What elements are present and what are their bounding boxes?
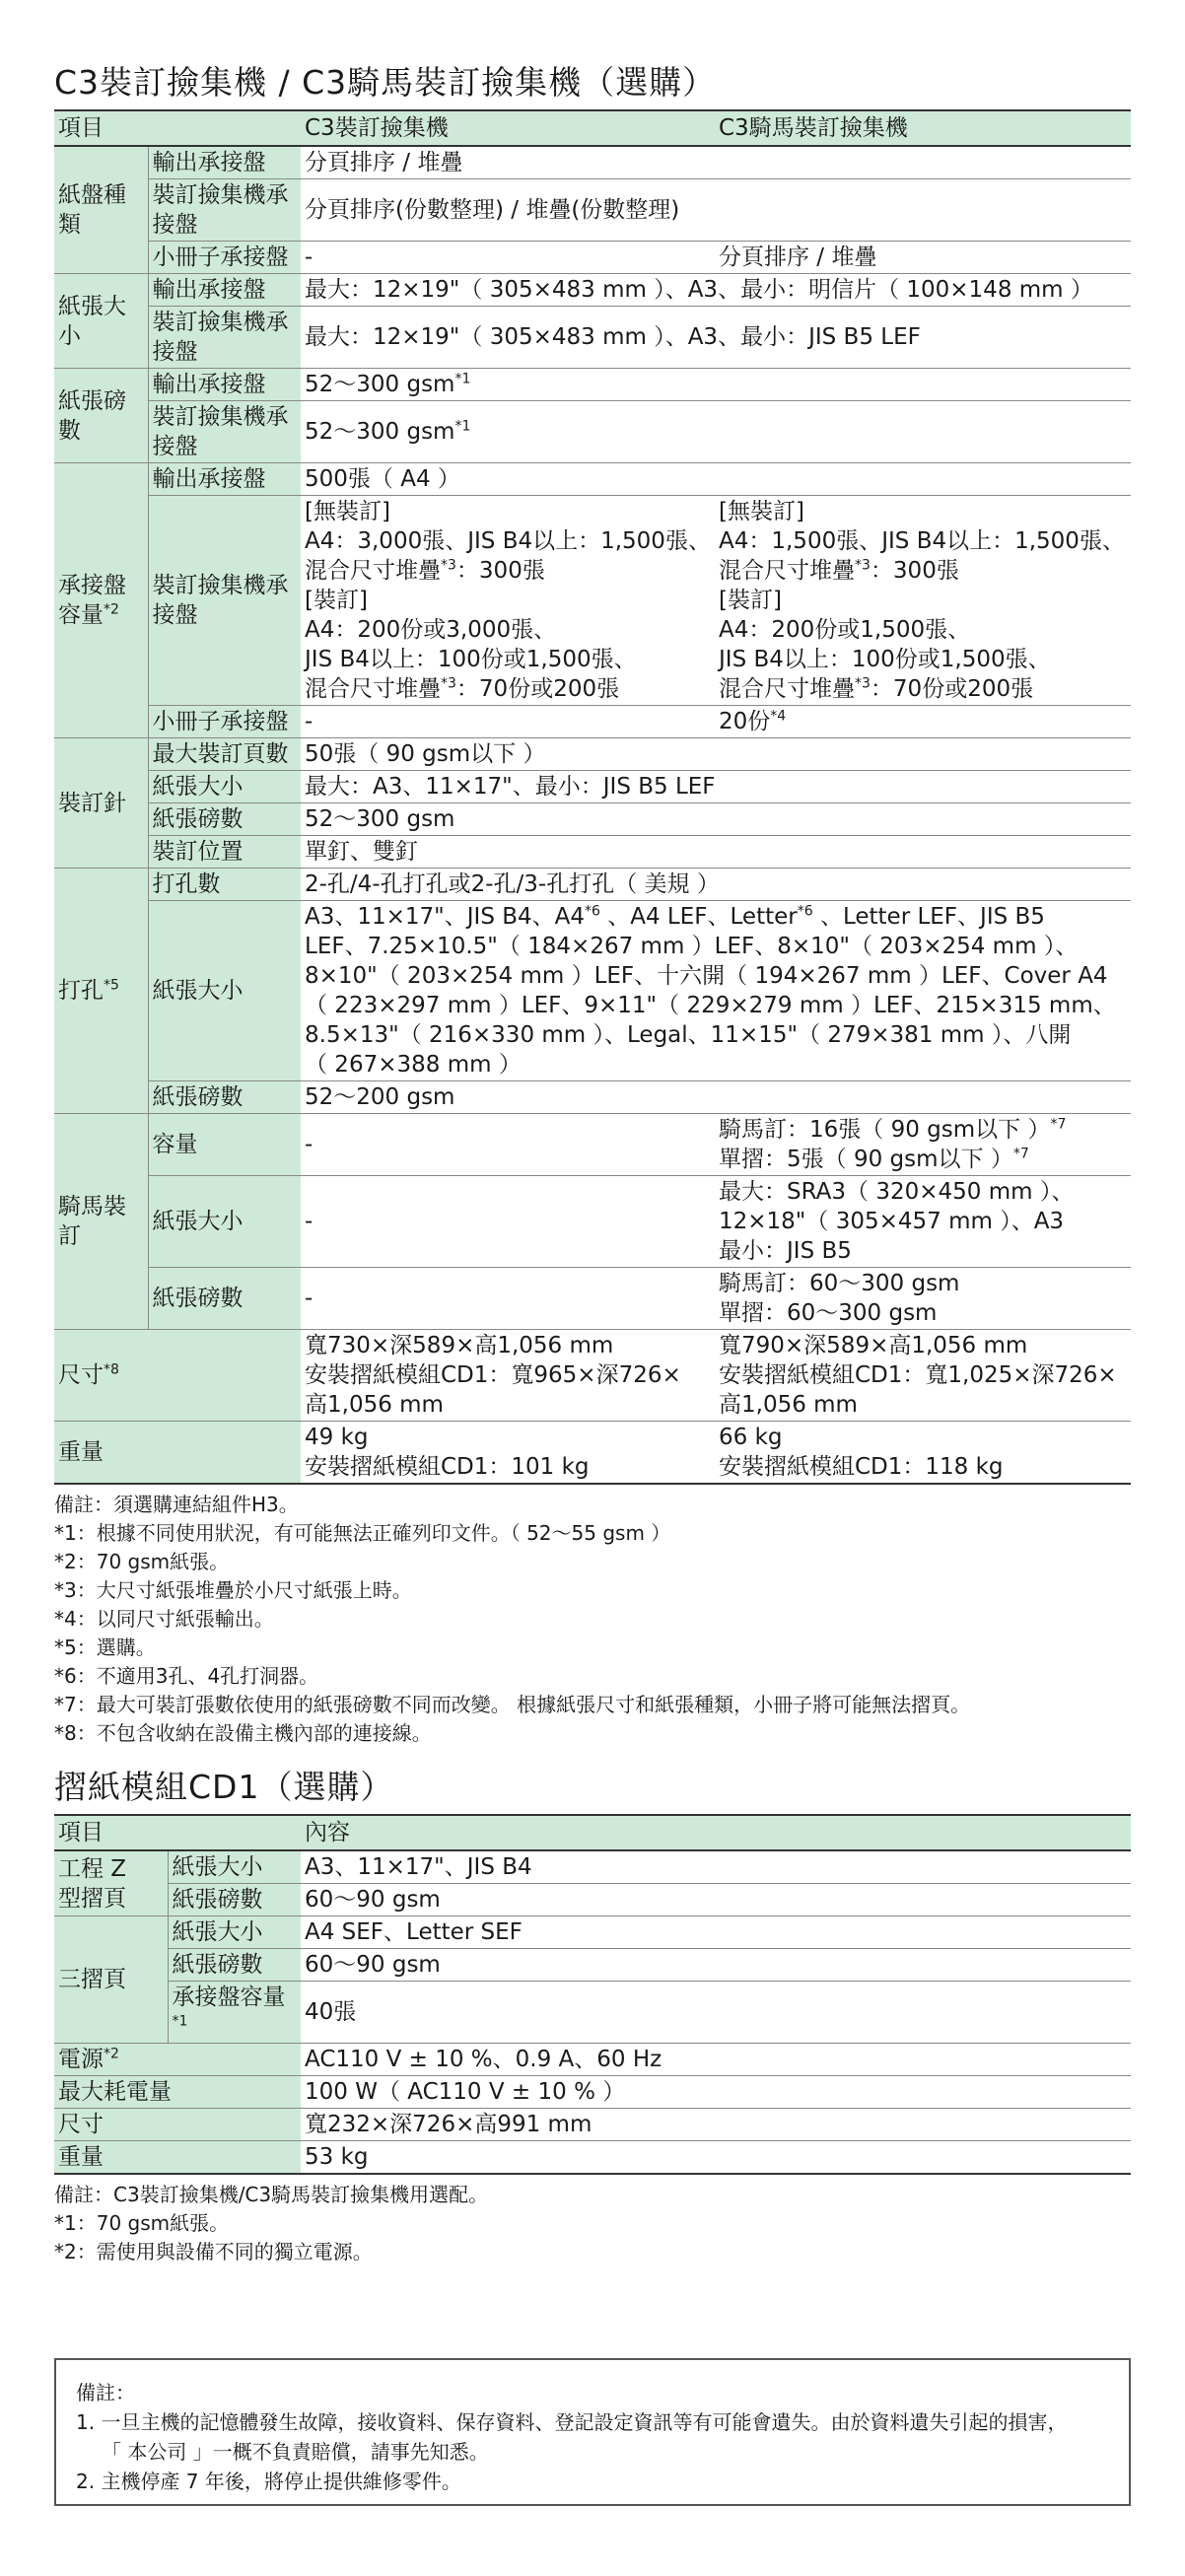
sub-label: 紙張磅數 bbox=[148, 1268, 301, 1330]
cell-value: 60～90 gsm bbox=[301, 1884, 1131, 1916]
line bbox=[305, 902, 1127, 932]
line: [無裝訂] bbox=[719, 499, 804, 524]
table-row bbox=[54, 496, 1131, 706]
row-label-max-power: 最大耗電量 bbox=[54, 2076, 301, 2109]
footnote-ref: *3 bbox=[855, 675, 871, 692]
sub-label: 紙張磅數 bbox=[148, 803, 301, 836]
cell-value: 分頁排序 / 堆疊 bbox=[715, 242, 1131, 274]
table-row bbox=[54, 1081, 1131, 1114]
table-row bbox=[54, 146, 1131, 179]
finisher-spec-table bbox=[54, 109, 1131, 1485]
table-header-row bbox=[54, 110, 1131, 146]
row-label-dimension bbox=[54, 1330, 301, 1422]
table-row bbox=[54, 1330, 1131, 1422]
remark-line: 「 本公司 」一概不負責賠償，請事先知悉。 bbox=[102, 2440, 489, 2464]
cell-value bbox=[715, 1330, 1131, 1422]
table-row bbox=[54, 242, 1131, 274]
table-row bbox=[54, 1916, 1131, 1949]
footnote-ref: *1 bbox=[454, 418, 471, 435]
remark-line: 1. 一旦主機的記憶體發生故障，接收資料、保存資料、登記設定資訊等有可能會遺失。由於資料遺失引起的損害， bbox=[76, 2410, 1068, 2434]
label-text: 打孔 bbox=[58, 978, 104, 1004]
note-line: 備註：C3裝訂撿集機/C3騎馬裝訂撿集機用選配。 bbox=[54, 2183, 489, 2206]
note-line: *3：大尺寸紙張堆疊於小尺寸紙張上時。 bbox=[54, 1578, 412, 1602]
sub-label: 小冊子承接盤 bbox=[148, 242, 301, 274]
section-title-folder: 摺紙模組CD1（選購） bbox=[54, 1768, 394, 1806]
line: 騎馬訂：60～300 gsm bbox=[719, 1271, 960, 1296]
table-row bbox=[54, 401, 1131, 463]
sub-label: 輸出承接盤 bbox=[148, 369, 301, 401]
row-label-tri-fold: 三摺頁 bbox=[54, 1916, 168, 2044]
header-item: 項目 bbox=[54, 1815, 301, 1850]
cell-punch-paper-size bbox=[301, 901, 1131, 1081]
header-item: 項目 bbox=[54, 110, 301, 146]
cell-value: 寬232×深726×高991 mm bbox=[301, 2109, 1131, 2141]
line: 安裝摺紙模組CD1：118 kg bbox=[719, 1454, 1004, 1480]
table-row bbox=[54, 1114, 1131, 1176]
cell-value: 53 kg bbox=[301, 2141, 1131, 2175]
cell-value: 分頁排序(份數整理) / 堆疊(份數整理) bbox=[301, 179, 1131, 242]
table-row bbox=[54, 2076, 1131, 2109]
table-row bbox=[54, 179, 1131, 242]
sub-label: 裝訂撿集機承接盤 bbox=[148, 496, 301, 706]
note-line: *1：70 gsm紙張。 bbox=[54, 2211, 230, 2235]
table-row bbox=[54, 1949, 1131, 1982]
sub-label: 紙張大小 bbox=[148, 1176, 301, 1268]
header-c3-saddle-finisher: C3騎馬裝訂撿集機 bbox=[715, 110, 1131, 146]
table-row bbox=[54, 738, 1131, 771]
table-row bbox=[54, 2109, 1131, 2141]
cell-value: - bbox=[301, 242, 715, 274]
row-label-punch bbox=[54, 869, 148, 1114]
finisher-notes bbox=[54, 1491, 1131, 1748]
cell-saddle-capacity bbox=[715, 496, 1131, 706]
line bbox=[719, 1145, 1127, 1174]
row-label-weight: 重量 bbox=[54, 2141, 301, 2175]
table-row bbox=[54, 1850, 1131, 1884]
label-line: 工程 Z bbox=[58, 1855, 127, 1882]
line: 單摺：60～300 gsm bbox=[719, 1300, 938, 1326]
footnote-ref: *3 bbox=[855, 557, 871, 574]
line: 49 kg bbox=[305, 1425, 369, 1450]
note-line: *5：選購。 bbox=[54, 1636, 156, 1659]
line: 高1,056 mm bbox=[305, 1392, 444, 1418]
cell-value: 60～90 gsm bbox=[301, 1949, 1131, 1982]
line: [裝訂] bbox=[719, 588, 782, 613]
cell-value: - bbox=[301, 1176, 715, 1268]
cell-value bbox=[715, 706, 1131, 738]
table-row bbox=[54, 901, 1131, 1081]
value-text: 52～300 gsm bbox=[305, 372, 455, 397]
text: 混合尺寸堆疊 bbox=[305, 558, 441, 584]
text: 、A4 LEF、Letter bbox=[599, 904, 798, 930]
line: 高1,056 mm bbox=[719, 1392, 858, 1418]
note-line: *1：根據不同使用狀況，有可能無法正確列印文件。（ 52～55 gsm ） bbox=[54, 1521, 671, 1545]
remark-title: 備註： bbox=[76, 2381, 135, 2404]
row-label-paper-size: 紙張大小 bbox=[54, 274, 148, 369]
line: 寬790×深589×高1,056 mm bbox=[719, 1333, 1028, 1358]
label-text: 承接盤容量 bbox=[58, 573, 126, 628]
cell-value: 2-孔/4-孔打孔或2-孔/3-孔打孔（ 美規 ） bbox=[301, 869, 1131, 901]
cell-value: 單釘、雙釘 bbox=[301, 836, 1131, 869]
cell-value: 分頁排序 / 堆疊 bbox=[301, 146, 1131, 179]
line: 8.5×13"（ 216×330 mm ）、Legal、11×15"（ 279×381 mm ）、八開 bbox=[305, 1022, 1072, 1048]
line: 安裝摺紙模組CD1：101 kg bbox=[305, 1454, 590, 1480]
footnote-ref: *3 bbox=[441, 675, 456, 692]
note-line: *7：最大可裝訂張數依使用的紙張磅數不同而改變。 根據紙張尺寸和紙張種類，小冊子將可能無法摺頁。 bbox=[54, 1693, 971, 1716]
note-line: 備註：須選購連結組件H3。 bbox=[54, 1493, 299, 1516]
label-line: 型摺頁 bbox=[58, 1885, 126, 1912]
line: A4：200份或3,000張、 bbox=[305, 617, 557, 643]
cell-value: - bbox=[301, 706, 715, 738]
sub-label: 最大裝訂頁數 bbox=[148, 738, 301, 771]
text: 騎馬訂：16張（ 90 gsm以下 ） bbox=[719, 1117, 1051, 1143]
line: 安裝摺紙模組CD1：寬965×深726× bbox=[305, 1362, 681, 1388]
sub-label: 小冊子承接盤 bbox=[148, 706, 301, 738]
table-row bbox=[54, 274, 1131, 307]
line: 8×10"（ 203×254 mm ）LEF、十六開（ 194×267 mm ）LEF、Cover A4 bbox=[305, 963, 1108, 989]
cell-value bbox=[715, 1268, 1131, 1330]
text: 混合尺寸堆疊 bbox=[719, 676, 855, 702]
sub-label: 打孔數 bbox=[148, 869, 301, 901]
footnote-ref: *7 bbox=[1050, 1116, 1067, 1133]
label-text: 尺寸 bbox=[58, 1362, 104, 1388]
sub-label: 輸出承接盤 bbox=[148, 274, 301, 307]
footnote-ref: *1 bbox=[172, 2013, 188, 2030]
value-text: 52～300 gsm bbox=[305, 419, 455, 445]
sub-label: 紙張磅數 bbox=[148, 1081, 301, 1114]
line: A4：200份或1,500張、 bbox=[719, 617, 971, 643]
table-row bbox=[54, 869, 1131, 901]
row-label-tray-type: 紙盤種類 bbox=[54, 146, 148, 274]
table-row bbox=[54, 2141, 1131, 2175]
cell-value: A4 SEF、Letter SEF bbox=[301, 1916, 1131, 1949]
text: ：300張 bbox=[455, 558, 545, 584]
sub-label: 輸出承接盤 bbox=[148, 146, 301, 179]
sub-label: 紙張磅數 bbox=[168, 1884, 301, 1916]
sub-label: 紙張大小 bbox=[168, 1916, 301, 1949]
line: A4：1,500張、JIS B4以上：1,500張、 bbox=[719, 528, 1125, 554]
sub-label: 裝訂位置 bbox=[148, 836, 301, 869]
remark-box bbox=[54, 2358, 1131, 2506]
line bbox=[719, 556, 1127, 586]
sub-label: 紙張大小 bbox=[148, 901, 301, 1081]
text: A3、11×17"、JIS B4、A4 bbox=[305, 904, 586, 930]
text: 、Letter LEF、JIS B5 bbox=[812, 904, 1045, 930]
header-content: 內容 bbox=[301, 1815, 1131, 1850]
table-row bbox=[54, 771, 1131, 803]
table-row bbox=[54, 706, 1131, 738]
footnote-ref: *6 bbox=[797, 903, 813, 920]
row-label-saddle: 騎馬裝訂 bbox=[54, 1114, 148, 1330]
sub-label: 裝訂撿集機承接盤 bbox=[148, 307, 301, 369]
sub-label: 紙張磅數 bbox=[168, 1949, 301, 1982]
cell-value: 100 W（ AC110 V ± 10 % ） bbox=[301, 2076, 1131, 2109]
row-label-z-fold bbox=[54, 1850, 168, 1916]
row-label-staple: 裝訂針 bbox=[54, 738, 148, 869]
cell-value bbox=[715, 1422, 1131, 1485]
label-text: 承接盤容量 bbox=[172, 1984, 286, 2010]
cell-value: A3、11×17"、JIS B4 bbox=[301, 1850, 1131, 1884]
line bbox=[719, 674, 1127, 704]
cell-value: AC110 V ± 10 %、0.9 A、60 Hz bbox=[301, 2044, 1131, 2076]
text: 單摺：5張（ 90 gsm以下 ） bbox=[719, 1147, 1013, 1172]
cell-value: 52～200 gsm bbox=[301, 1081, 1131, 1114]
line: JIS B4以上：100份或1,500張、 bbox=[719, 647, 1051, 672]
note-line: *6：不適用3孔、4孔打洞器。 bbox=[54, 1664, 319, 1688]
cell-c3-capacity bbox=[301, 496, 715, 706]
cell-value bbox=[301, 1422, 715, 1485]
cell-value bbox=[715, 1176, 1131, 1268]
footnote-ref: *1 bbox=[454, 371, 471, 387]
row-label-power bbox=[54, 2044, 301, 2076]
table-row bbox=[54, 369, 1131, 401]
note-line: *2：需使用與設備不同的獨立電源。 bbox=[54, 2240, 373, 2263]
table-row bbox=[54, 836, 1131, 869]
cell-value: 52～300 gsm bbox=[301, 803, 1131, 836]
page-content bbox=[54, 57, 1131, 2266]
text: ：70份或200張 bbox=[870, 676, 1034, 702]
table-row bbox=[54, 1982, 1131, 2044]
line: A4：3,000張、JIS B4以上：1,500張、 bbox=[305, 528, 711, 554]
table-header-row bbox=[54, 1815, 1131, 1850]
label-text: 電源 bbox=[58, 2047, 104, 2072]
line bbox=[719, 1115, 1127, 1145]
cell-value: 最大：A3、11×17"、最小：JIS B5 LEF bbox=[301, 771, 1131, 803]
table-row bbox=[54, 2044, 1131, 2076]
cell-value: 最大：12×19"（ 305×483 mm ）、A3、最小：明信片（ 100×148 mm ） bbox=[301, 274, 1131, 307]
footnote-ref: *3 bbox=[441, 557, 456, 574]
cell-value: - bbox=[301, 1114, 715, 1176]
sub-label: 裝訂撿集機承接盤 bbox=[148, 401, 301, 463]
folder-spec-table bbox=[54, 1814, 1131, 2175]
footnote-ref: *8 bbox=[104, 1361, 119, 1378]
cell-value: 50張（ 90 gsm以下 ） bbox=[301, 738, 1131, 771]
footnote-ref: *7 bbox=[1012, 1146, 1029, 1162]
line: 12×18"（ 305×457 mm ）、A3 bbox=[719, 1209, 1065, 1234]
cell-value bbox=[301, 1330, 715, 1422]
line: 最大：SRA3（ 320×450 mm ）、 bbox=[719, 1179, 1075, 1205]
text: ：70份或200張 bbox=[455, 676, 620, 702]
cell-value: 500張（ A4 ） bbox=[301, 463, 1131, 496]
line: （ 267×388 mm ） bbox=[305, 1052, 522, 1078]
value-text: 20份 bbox=[719, 709, 771, 734]
text: ：300張 bbox=[870, 558, 959, 584]
sub-label: 容量 bbox=[148, 1114, 301, 1176]
sub-label: 紙張大小 bbox=[148, 771, 301, 803]
table-row bbox=[54, 1422, 1131, 1485]
footnote-ref: *6 bbox=[585, 903, 600, 920]
sub-label: 裝訂撿集機承接盤 bbox=[148, 179, 301, 242]
table-row bbox=[54, 803, 1131, 836]
footnote-ref: *4 bbox=[770, 708, 787, 725]
row-label-paper-weight: 紙張磅數 bbox=[54, 369, 148, 463]
row-label-capacity bbox=[54, 463, 148, 738]
cell-value: 最大：12×19"（ 305×483 mm ）、A3、最小：JIS B5 LEF bbox=[301, 307, 1131, 369]
footnote-ref: *5 bbox=[104, 977, 119, 994]
cell-value bbox=[301, 401, 1131, 463]
line: 安裝摺紙模組CD1：寬1,025×深726× bbox=[719, 1362, 1117, 1388]
line: 最小：JIS B5 bbox=[719, 1238, 852, 1264]
sub-label: 輸出承接盤 bbox=[148, 463, 301, 496]
header-c3-finisher: C3裝訂撿集機 bbox=[301, 110, 715, 146]
table-row bbox=[54, 1268, 1131, 1330]
cell-value bbox=[715, 1114, 1131, 1176]
table-row bbox=[54, 307, 1131, 369]
sub-label: 紙張大小 bbox=[168, 1850, 301, 1884]
line bbox=[305, 674, 711, 704]
row-label-dimension: 尺寸 bbox=[54, 2109, 301, 2141]
line: （ 223×297 mm ）LEF、9×11"（ 229×279 mm ）LEF、215×315 mm、 bbox=[305, 993, 1116, 1018]
line: JIS B4以上：100份或1,500張、 bbox=[305, 647, 637, 672]
row-label-weight: 重量 bbox=[54, 1422, 301, 1485]
note-line: *8：不包含收納在設備主機內部的連接線。 bbox=[54, 1721, 432, 1745]
text: 混合尺寸堆疊 bbox=[305, 676, 441, 702]
line: 66 kg bbox=[719, 1425, 783, 1450]
remark-line: 2. 主機停產 7 年後，將停止提供維修零件。 bbox=[76, 2470, 461, 2493]
folder-notes bbox=[54, 2181, 1131, 2266]
footnote-ref: *2 bbox=[104, 2046, 119, 2062]
sub-label bbox=[168, 1982, 301, 2044]
footnote-ref: *2 bbox=[104, 601, 119, 618]
line: 寬730×深589×高1,056 mm bbox=[305, 1333, 614, 1358]
note-line: *4：以同尺寸紙張輸出。 bbox=[54, 1607, 274, 1631]
line: [裝訂] bbox=[305, 588, 368, 613]
cell-value: - bbox=[301, 1268, 715, 1330]
table-row bbox=[54, 1176, 1131, 1268]
line: [無裝訂] bbox=[305, 499, 390, 524]
note-line: *2：70 gsm紙張。 bbox=[54, 1550, 230, 1573]
line: LEF、7.25×10.5"（ 184×267 mm ）LEF、8×10"（ 203×254 mm ）、 bbox=[305, 934, 1079, 959]
text: 混合尺寸堆疊 bbox=[719, 558, 855, 584]
table-row bbox=[54, 1884, 1131, 1916]
cell-value: 40張 bbox=[301, 1982, 1131, 2044]
section-title-finisher: C3裝訂撿集機 / C3騎馬裝訂撿集機（選購） bbox=[54, 63, 717, 102]
cell-value bbox=[301, 369, 1131, 401]
line bbox=[305, 556, 711, 586]
table-row bbox=[54, 463, 1131, 496]
